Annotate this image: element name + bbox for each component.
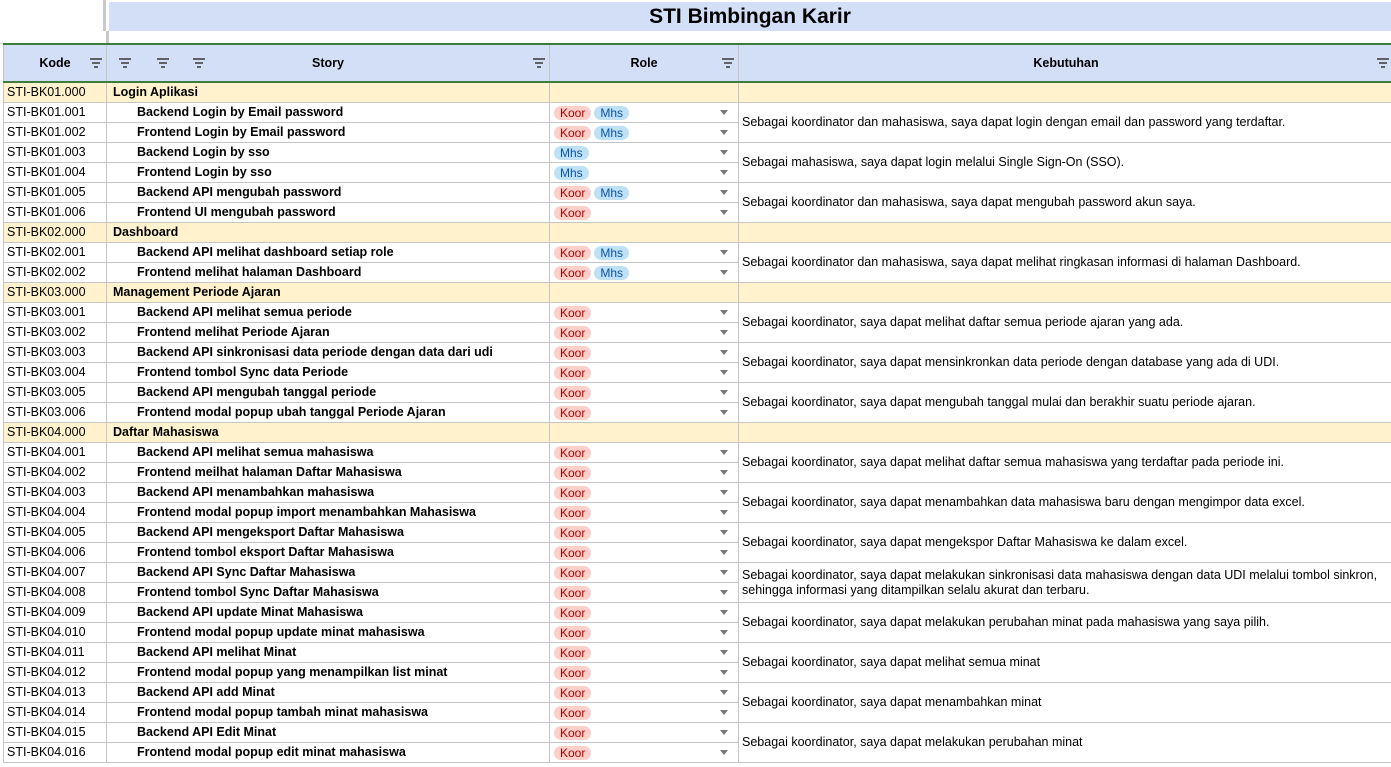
- role-chip-koor: Koor: [554, 646, 591, 660]
- story-cell[interactable]: Backend API melihat semua mahasiswa: [107, 443, 550, 463]
- kode-cell[interactable]: STI-BK03.001: [4, 303, 107, 323]
- kode-cell[interactable]: STI-BK01.002: [4, 123, 107, 143]
- header-role[interactable]: [550, 44, 739, 82]
- dropdown-arrow-icon[interactable]: [720, 310, 728, 315]
- kode-cell[interactable]: STI-BK03.005: [4, 383, 107, 403]
- role-chip-koor: Koor: [554, 246, 591, 260]
- header-kebutuhan[interactable]: [739, 44, 1391, 82]
- role-cell[interactable]: [550, 503, 739, 523]
- story-row: [4, 183, 1391, 203]
- story-cell[interactable]: Frontend melihat halaman Dashboard: [107, 263, 550, 283]
- sheet-title[interactable]: STI Bimbingan Karir: [109, 2, 1391, 31]
- kode-cell[interactable]: STI-BK04.009: [4, 603, 107, 623]
- story-cell[interactable]: Frontend meilhat halaman Daftar Mahasiswa: [107, 463, 550, 483]
- role-cell[interactable]: [550, 183, 739, 203]
- kode-cell[interactable]: STI-BK01.004: [4, 163, 107, 183]
- role-cell[interactable]: [550, 303, 739, 323]
- role-cell[interactable]: [550, 583, 739, 603]
- story-cell[interactable]: Backend API melihat dashboard setiap role: [107, 243, 550, 263]
- filter-icon[interactable]: [193, 58, 205, 70]
- kode-cell[interactable]: STI-BK04.011: [4, 643, 107, 663]
- story-row: [4, 243, 1391, 263]
- role-chip-koor: Koor: [554, 726, 591, 740]
- role-cell[interactable]: [550, 343, 739, 363]
- role-cell[interactable]: [550, 123, 739, 143]
- role-chip-mhs: Mhs: [554, 146, 589, 160]
- dropdown-arrow-icon[interactable]: [720, 370, 728, 375]
- story-row: [4, 443, 1391, 463]
- kebutuhan-cell[interactable]: Sebagai koordinator, saya dapat menambahkan minat: [739, 683, 1391, 723]
- role-cell[interactable]: [550, 403, 739, 423]
- story-cell[interactable]: Frontend modal popup update minat mahasiswa: [107, 623, 550, 643]
- kebutuhan-cell[interactable]: Sebagai koordinator, saya dapat melakukan perubahan minat: [739, 723, 1391, 763]
- story-cell[interactable]: Backend API melihat semua periode: [107, 303, 550, 323]
- kebutuhan-cell[interactable]: [739, 223, 1391, 243]
- role-cell[interactable]: [550, 103, 739, 123]
- kebutuhan-cell[interactable]: Sebagai koordinator dan mahasiswa, saya dapat mengubah password akun saya.: [739, 183, 1391, 223]
- role-chip-koor: Koor: [554, 126, 591, 140]
- story-cell[interactable]: Backend API melihat Minat: [107, 643, 550, 663]
- story-cell[interactable]: Frontend Login by Email password: [107, 123, 550, 143]
- kode-cell[interactable]: STI-BK04.005: [4, 523, 107, 543]
- story-row: [4, 683, 1391, 703]
- role-cell[interactable]: [550, 543, 739, 563]
- role-chip-koor: Koor: [554, 186, 591, 200]
- kode-cell[interactable]: STI-BK04.016: [4, 743, 107, 763]
- kode-cell[interactable]: STI-BK04.015: [4, 723, 107, 743]
- story-row: [4, 603, 1391, 623]
- kode-cell[interactable]: STI-BK04.013: [4, 683, 107, 703]
- filter-icon[interactable]: [90, 58, 102, 70]
- kode-cell[interactable]: STI-BK04.006: [4, 543, 107, 563]
- story-cell[interactable]: Frontend modal popup yang menampilkan list minat: [107, 663, 550, 683]
- kode-cell[interactable]: STI-BK04.004: [4, 503, 107, 523]
- role-cell[interactable]: [550, 423, 739, 443]
- kode-cell[interactable]: STI-BK04.007: [4, 563, 107, 583]
- kode-cell[interactable]: STI-BK04.014: [4, 703, 107, 723]
- kode-cell[interactable]: STI-BK02.002: [4, 263, 107, 283]
- story-row: [4, 303, 1391, 323]
- dropdown-arrow-icon[interactable]: [720, 510, 728, 515]
- section-row: [4, 423, 1391, 443]
- kode-cell[interactable]: STI-BK03.002: [4, 323, 107, 343]
- role-cell[interactable]: [550, 523, 739, 543]
- kode-cell[interactable]: STI-BK04.002: [4, 463, 107, 483]
- role-chip-koor: Koor: [554, 406, 591, 420]
- role-cell[interactable]: [550, 363, 739, 383]
- kode-cell[interactable]: STI-BK04.003: [4, 483, 107, 503]
- story-cell[interactable]: Frontend modal popup import menambahkan Mahasiswa: [107, 503, 550, 523]
- story-row: [4, 103, 1391, 123]
- role-cell[interactable]: [550, 483, 739, 503]
- story-cell[interactable]: Backend API Sync Daftar Mahasiswa: [107, 563, 550, 583]
- filter-icon[interactable]: [119, 58, 131, 70]
- dropdown-arrow-icon[interactable]: [720, 730, 728, 735]
- role-chip-mhs: Mhs: [594, 126, 629, 140]
- role-chip-koor: Koor: [554, 466, 591, 480]
- kebutuhan-cell[interactable]: Sebagai koordinator dan mahasiswa, saya dapat login dengan email dan password yang terdaftar.: [739, 103, 1391, 143]
- kode-cell[interactable]: STI-BK01.005: [4, 183, 107, 203]
- role-chip-koor: Koor: [554, 506, 591, 520]
- dropdown-arrow-icon[interactable]: [720, 190, 728, 195]
- kode-cell[interactable]: STI-BK01.003: [4, 143, 107, 163]
- role-cell[interactable]: [550, 623, 739, 643]
- role-cell[interactable]: [550, 283, 739, 303]
- kode-cell[interactable]: STI-BK04.000: [4, 423, 107, 443]
- dropdown-arrow-icon[interactable]: [720, 390, 728, 395]
- role-chip-koor: Koor: [554, 486, 591, 500]
- role-chip-mhs: Mhs: [594, 106, 629, 120]
- role-chip-koor: Koor: [554, 306, 591, 320]
- filter-icon[interactable]: [157, 58, 169, 70]
- section-row: [4, 283, 1391, 303]
- story-cell[interactable]: Backend API menambahkan mahasiswa: [107, 483, 550, 503]
- role-chip-koor: Koor: [554, 366, 591, 380]
- kebutuhan-cell[interactable]: Sebagai mahasiswa, saya dapat login melalui Single Sign-On (SSO).: [739, 143, 1391, 183]
- kebutuhan-cell[interactable]: Sebagai koordinator dan mahasiswa, saya dapat melihat ringkasan informasi di halaman Dashboard.: [739, 243, 1391, 283]
- story-row: [4, 563, 1391, 583]
- dropdown-arrow-icon[interactable]: [720, 710, 728, 715]
- story-cell[interactable]: Backend Login by Email password: [107, 103, 550, 123]
- story-cell[interactable]: Backend Login by sso: [107, 143, 550, 163]
- kode-cell[interactable]: STI-BK03.004: [4, 363, 107, 383]
- dropdown-arrow-icon[interactable]: [720, 550, 728, 555]
- dropdown-arrow-icon[interactable]: [720, 330, 728, 335]
- dropdown-arrow-icon[interactable]: [720, 610, 728, 615]
- role-chip-mhs: Mhs: [594, 246, 629, 260]
- kebutuhan-cell[interactable]: Sebagai koordinator, saya dapat melihat daftar semua mahasiswa yang terdaftar pada periode ini.: [739, 443, 1391, 483]
- section-title-cell[interactable]: Dashboard: [107, 223, 550, 243]
- kode-cell[interactable]: STI-BK04.012: [4, 663, 107, 683]
- dropdown-arrow-icon[interactable]: [720, 690, 728, 695]
- kebutuhan-cell[interactable]: Sebagai koordinator, saya dapat mensinkronkan data periode dengan database yang ada di UDI.: [739, 343, 1391, 383]
- filter-icon[interactable]: [722, 58, 734, 70]
- role-cell[interactable]: [550, 243, 739, 263]
- kode-cell[interactable]: STI-BK04.001: [4, 443, 107, 463]
- kode-cell[interactable]: STI-BK04.008: [4, 583, 107, 603]
- kode-cell[interactable]: STI-BK03.003: [4, 343, 107, 363]
- story-cell[interactable]: Frontend tombol Sync Daftar Mahasiswa: [107, 583, 550, 603]
- header-kode-label: Kode: [39, 56, 71, 70]
- role-chip-koor: Koor: [554, 106, 591, 120]
- story-row: [4, 483, 1391, 503]
- story-cell[interactable]: Frontend modal popup tambah minat mahasiswa: [107, 703, 550, 723]
- dropdown-arrow-icon[interactable]: [720, 470, 728, 475]
- filter-icon[interactable]: [533, 58, 545, 70]
- story-row: [4, 523, 1391, 543]
- dropdown-arrow-icon[interactable]: [720, 450, 728, 455]
- header-story[interactable]: [107, 44, 550, 82]
- kebutuhan-cell[interactable]: [739, 423, 1391, 443]
- role-cell[interactable]: [550, 563, 739, 583]
- role-cell[interactable]: [550, 443, 739, 463]
- role-chip-koor: Koor: [554, 446, 591, 460]
- stories-table: [3, 43, 1391, 763]
- section-title-cell[interactable]: Daftar Mahasiswa: [107, 423, 550, 443]
- story-cell[interactable]: Frontend UI mengubah password: [107, 203, 550, 223]
- header-row: [4, 44, 1391, 82]
- kebutuhan-cell[interactable]: Sebagai koordinator, saya dapat menambahkan data mahasiswa baru dengan mengimpor data excel.: [739, 483, 1391, 523]
- story-row: [4, 343, 1391, 363]
- dropdown-arrow-icon[interactable]: [720, 570, 728, 575]
- kode-cell[interactable]: STI-BK04.010: [4, 623, 107, 643]
- dropdown-arrow-icon[interactable]: [720, 170, 728, 175]
- story-cell[interactable]: Backend API Edit Minat: [107, 723, 550, 743]
- dropdown-arrow-icon[interactable]: [720, 250, 728, 255]
- story-cell[interactable]: Frontend tombol eksport Daftar Mahasiswa: [107, 543, 550, 563]
- dropdown-arrow-icon[interactable]: [720, 410, 728, 415]
- header-kode[interactable]: [4, 44, 107, 82]
- role-cell[interactable]: [550, 723, 739, 743]
- role-cell[interactable]: [550, 703, 739, 723]
- role-chip-koor: Koor: [554, 566, 591, 580]
- story-cell[interactable]: Backend API sinkronisasi data periode dengan data dari udi: [107, 343, 550, 363]
- role-chip-koor: Koor: [554, 546, 591, 560]
- dropdown-arrow-icon[interactable]: [720, 210, 728, 215]
- section-row: [4, 223, 1391, 243]
- section-title-cell[interactable]: Login Aplikasi: [107, 82, 550, 103]
- role-cell[interactable]: [550, 323, 739, 343]
- kode-cell[interactable]: STI-BK03.006: [4, 403, 107, 423]
- role-chip-koor: Koor: [554, 666, 591, 680]
- kode-cell[interactable]: STI-BK01.001: [4, 103, 107, 123]
- dropdown-arrow-icon[interactable]: [720, 650, 728, 655]
- header-kebutuhan-label: Kebutuhan: [1033, 56, 1099, 70]
- kode-cell[interactable]: STI-BK01.006: [4, 203, 107, 223]
- kebutuhan-cell[interactable]: Sebagai koordinator, saya dapat melakukan sinkronisasi data mahasiswa dengan data UDI melalui tombol sinkron, sehingga informasi yang ditampilkan selalu akurat dan terbaru.: [739, 563, 1391, 603]
- dropdown-arrow-icon[interactable]: [720, 110, 728, 115]
- story-cell[interactable]: Frontend Login by sso: [107, 163, 550, 183]
- role-chip-koor: Koor: [554, 266, 591, 280]
- section-row: [4, 82, 1391, 103]
- story-cell[interactable]: Backend API add Minat: [107, 683, 550, 703]
- role-chip-mhs: Mhs: [554, 166, 589, 180]
- dropdown-arrow-icon[interactable]: [720, 750, 728, 755]
- kode-cell[interactable]: STI-BK03.000: [4, 283, 107, 303]
- role-chip-mhs: Mhs: [594, 266, 629, 280]
- story-row: [4, 143, 1391, 163]
- role-cell[interactable]: [550, 663, 739, 683]
- role-cell[interactable]: [550, 143, 739, 163]
- dropdown-arrow-icon[interactable]: [720, 670, 728, 675]
- kebutuhan-cell[interactable]: [739, 82, 1391, 103]
- role-cell[interactable]: [550, 163, 739, 183]
- dropdown-arrow-icon[interactable]: [720, 490, 728, 495]
- role-cell[interactable]: [550, 383, 739, 403]
- filter-icon[interactable]: [1377, 58, 1389, 70]
- role-cell[interactable]: [550, 82, 739, 103]
- dropdown-arrow-icon[interactable]: [720, 350, 728, 355]
- kebutuhan-cell[interactable]: Sebagai koordinator, saya dapat mengubah tanggal mulai dan berakhir suatu periode ajaran.: [739, 383, 1391, 423]
- role-chip-koor: Koor: [554, 746, 591, 760]
- role-chip-koor: Koor: [554, 706, 591, 720]
- role-cell[interactable]: [550, 603, 739, 623]
- header-story-label: Story: [312, 56, 344, 70]
- role-chip-koor: Koor: [554, 206, 591, 220]
- story-cell[interactable]: Backend API update Minat Mahasiswa: [107, 603, 550, 623]
- kode-cell[interactable]: STI-BK01.000: [4, 82, 107, 103]
- role-cell[interactable]: [550, 683, 739, 703]
- kode-cell[interactable]: STI-BK02.000: [4, 223, 107, 243]
- dropdown-arrow-icon[interactable]: [720, 590, 728, 595]
- row-header-corner: [0, 0, 106, 31]
- kebutuhan-cell[interactable]: Sebagai koordinator, saya dapat melihat daftar semua periode ajaran yang ada.: [739, 303, 1391, 343]
- story-cell[interactable]: Backend API mengubah tanggal periode: [107, 383, 550, 403]
- role-chip-mhs: Mhs: [594, 186, 629, 200]
- role-chip-koor: Koor: [554, 386, 591, 400]
- section-title-cell[interactable]: Management Periode Ajaran: [107, 283, 550, 303]
- story-cell[interactable]: Frontend modal popup ubah tanggal Periode Ajaran: [107, 403, 550, 423]
- role-chip-koor: Koor: [554, 606, 591, 620]
- role-chip-koor: Koor: [554, 346, 591, 360]
- header-role-label: Role: [630, 56, 658, 70]
- role-chip-koor: Koor: [554, 326, 591, 340]
- story-cell[interactable]: Frontend modal popup edit minat mahasiswa: [107, 743, 550, 763]
- dropdown-arrow-icon[interactable]: [720, 630, 728, 635]
- role-chip-koor: Koor: [554, 626, 591, 640]
- role-cell[interactable]: [550, 203, 739, 223]
- kebutuhan-cell[interactable]: Sebagai koordinator, saya dapat melakukan perubahan minat pada mahasiswa yang saya pilih.: [739, 603, 1391, 643]
- dropdown-arrow-icon[interactable]: [720, 150, 728, 155]
- role-chip-koor: Koor: [554, 686, 591, 700]
- story-cell[interactable]: Backend API mengubah password: [107, 183, 550, 203]
- role-cell[interactable]: [550, 743, 739, 763]
- story-cell[interactable]: Frontend tombol Sync data Periode: [107, 363, 550, 383]
- dropdown-arrow-icon[interactable]: [720, 530, 728, 535]
- kode-cell[interactable]: STI-BK02.001: [4, 243, 107, 263]
- dropdown-arrow-icon[interactable]: [720, 130, 728, 135]
- kebutuhan-cell[interactable]: Sebagai koordinator, saya dapat melihat semua minat: [739, 643, 1391, 683]
- story-cell[interactable]: Backend API mengeksport Daftar Mahasiswa: [107, 523, 550, 543]
- role-cell[interactable]: [550, 643, 739, 663]
- story-cell[interactable]: Frontend melihat Periode Ajaran: [107, 323, 550, 343]
- dropdown-arrow-icon[interactable]: [720, 270, 728, 275]
- sheet-title-row: [0, 0, 1391, 31]
- role-cell[interactable]: [550, 223, 739, 243]
- role-cell[interactable]: [550, 463, 739, 483]
- role-chip-koor: Koor: [554, 526, 591, 540]
- story-row: [4, 383, 1391, 403]
- role-chip-koor: Koor: [554, 586, 591, 600]
- story-row: [4, 723, 1391, 743]
- kebutuhan-cell[interactable]: Sebagai koordinator, saya dapat mengekspor Daftar Mahasiswa ke dalam excel.: [739, 523, 1391, 563]
- kebutuhan-cell[interactable]: [739, 283, 1391, 303]
- story-row: [4, 643, 1391, 663]
- role-cell[interactable]: [550, 263, 739, 283]
